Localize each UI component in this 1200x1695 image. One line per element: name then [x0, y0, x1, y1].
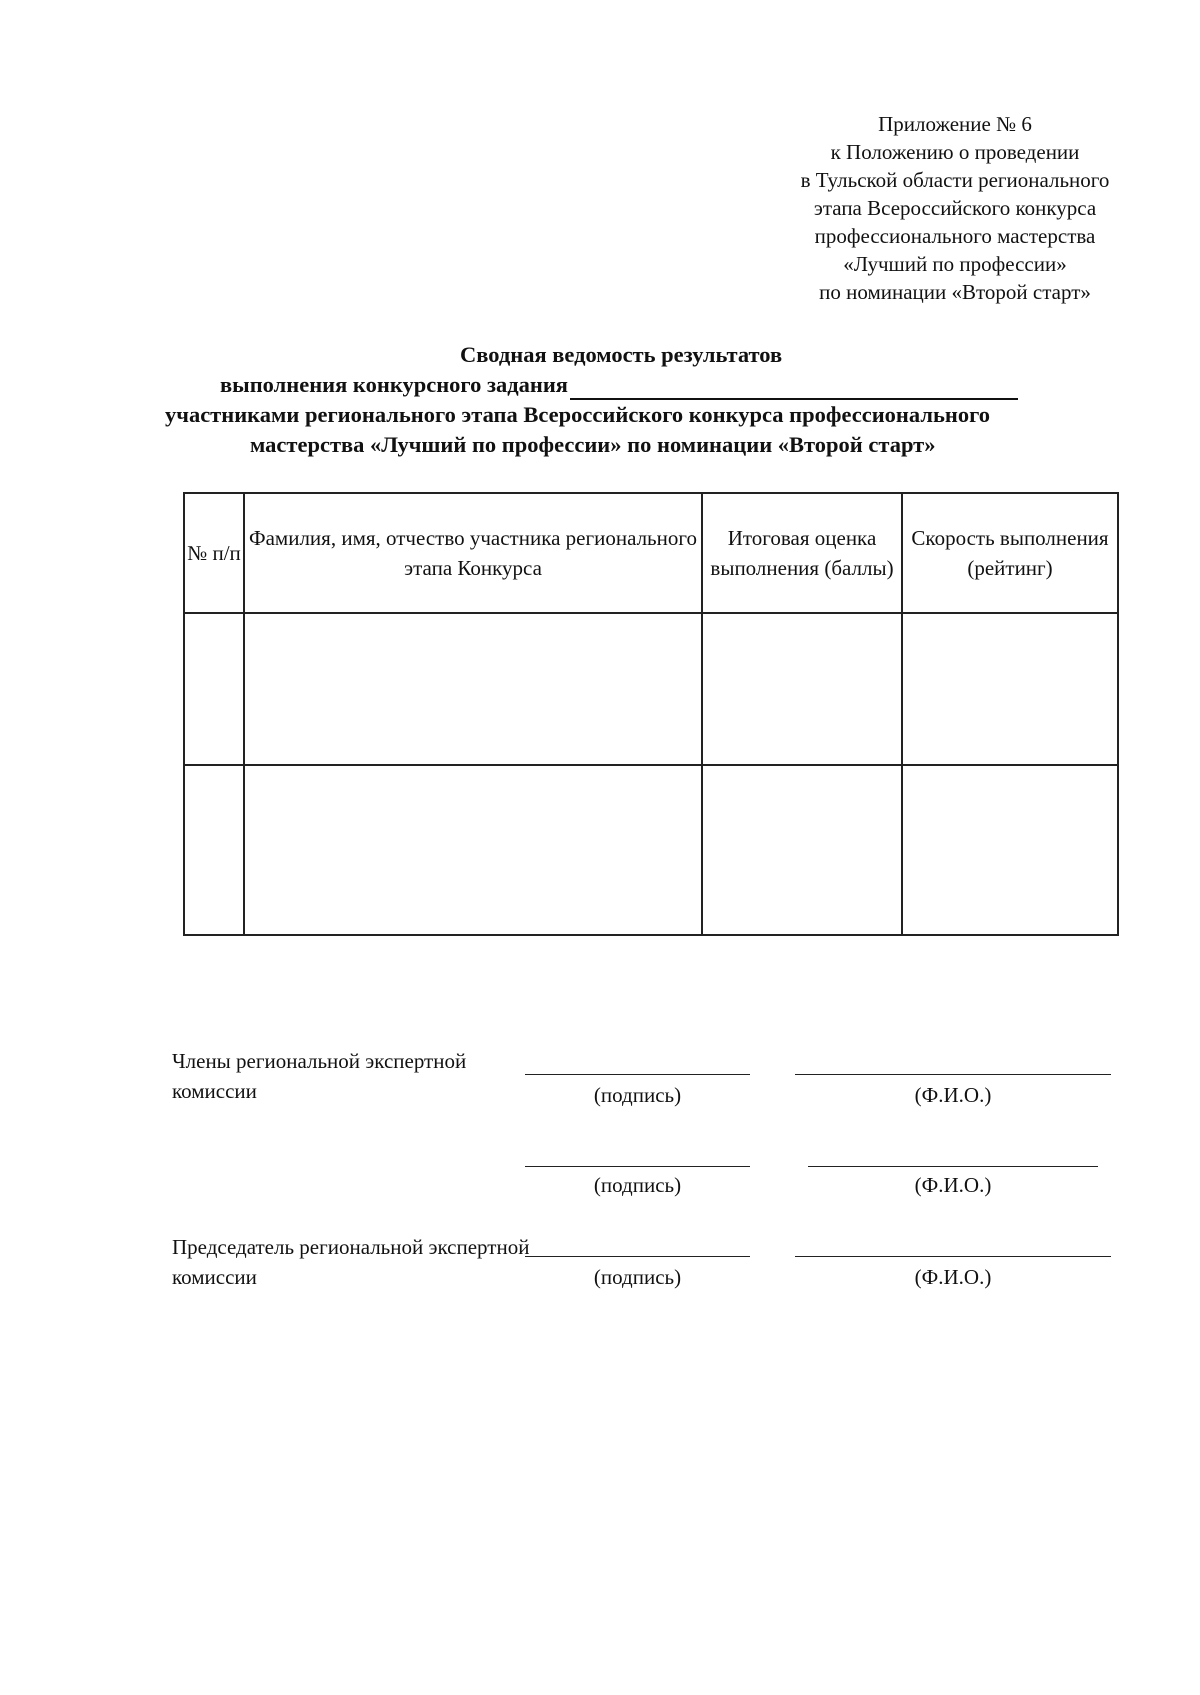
- title-line-1: Сводная ведомость результатов: [460, 342, 783, 367]
- table-cell: [702, 613, 902, 765]
- table-cell: [902, 765, 1118, 935]
- table-cell: [702, 765, 902, 935]
- name-caption: (Ф.И.О.): [914, 1265, 992, 1289]
- title-line-2-text: выполнения конкурсного задания: [220, 372, 568, 397]
- name-line: [795, 1256, 1111, 1257]
- task-name-blank: [570, 374, 1018, 400]
- signature-caption: (подпись): [593, 1265, 682, 1289]
- appendix-line: по номинации «Второй старт»: [819, 280, 1091, 304]
- title-line-3: участниками регионального этапа Всероссийского конкурса профессионального: [165, 402, 990, 427]
- table-header-row: [184, 493, 1118, 613]
- signature-line: [525, 1166, 750, 1167]
- title-line-2: [220, 370, 1018, 400]
- header-final-score: Итоговая оценка выполнения (баллы): [702, 493, 902, 613]
- table-cell: [244, 765, 702, 935]
- header-number: № п/п: [184, 493, 244, 613]
- name-line: [795, 1074, 1111, 1075]
- header-speed-rating: Скорость выполнения (рейтинг): [902, 493, 1118, 613]
- appendix-line: «Лучший по профессии»: [843, 252, 1067, 276]
- signature-line: [525, 1256, 750, 1257]
- table-cell: [184, 765, 244, 935]
- table-cell: [244, 613, 702, 765]
- appendix-line: профессионального мастерства: [814, 224, 1096, 248]
- appendix-line: Приложение № 6: [878, 112, 1032, 136]
- name-line: [808, 1166, 1098, 1167]
- members-label: Члены региональной экспертной комиссии: [172, 1049, 467, 1103]
- appendix-block: [730, 110, 1180, 306]
- title-line-4: мастерства «Лучший по профессии» по номинации «Второй старт»: [250, 432, 936, 457]
- appendix-line: к Положению о проведении: [830, 140, 1080, 164]
- signature-caption: (подпись): [593, 1083, 682, 1107]
- name-caption: (Ф.И.О.): [914, 1083, 992, 1107]
- header-participant-name: Фамилия, имя, отчество участника регионального этапа Конкурса: [244, 493, 702, 613]
- signature-caption: (подпись): [593, 1173, 682, 1197]
- name-caption: (Ф.И.О.): [914, 1173, 992, 1197]
- appendix-line: в Тульской области регионального: [800, 168, 1110, 192]
- appendix-line: этапа Всероссийского конкурса: [813, 196, 1097, 220]
- results-table: [183, 492, 1119, 936]
- table-row: [184, 613, 1118, 765]
- signature-line: [525, 1074, 750, 1075]
- table-cell: [902, 613, 1118, 765]
- chair-label: Председатель региональной экспертной комиссии: [172, 1235, 530, 1289]
- table-cell: [184, 613, 244, 765]
- table-row: [184, 765, 1118, 935]
